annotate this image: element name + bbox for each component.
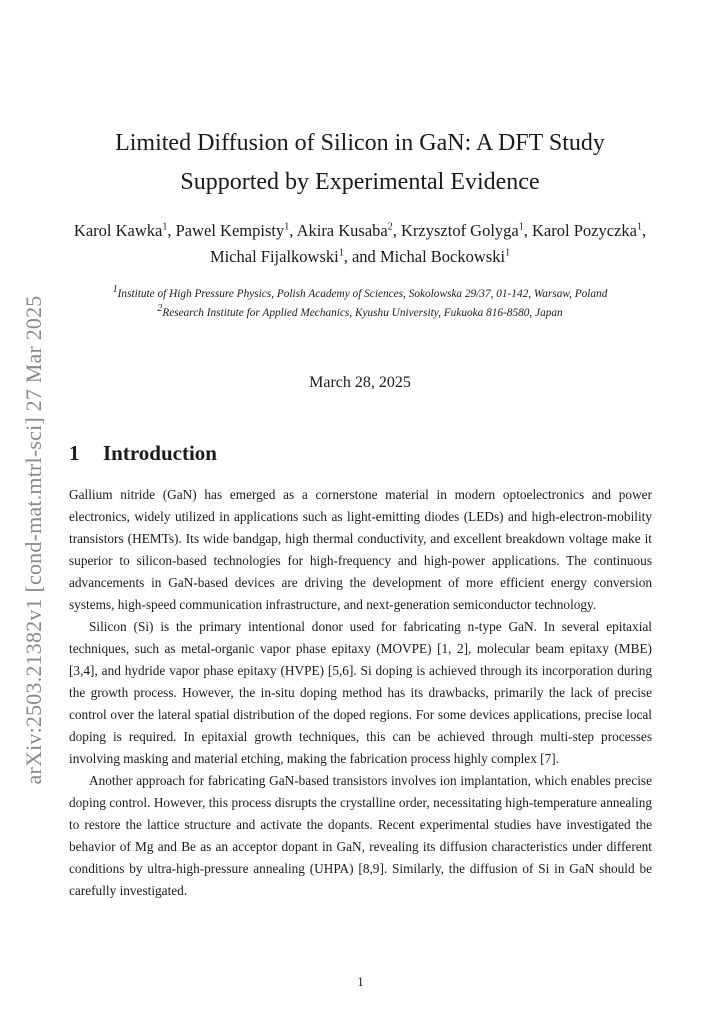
author-separator: ,	[289, 221, 297, 240]
author-separator: ,	[523, 221, 533, 240]
author-affiliation-marker: 1	[162, 221, 168, 233]
section-heading	[69, 441, 217, 466]
author	[532, 221, 646, 240]
author-separator: ,	[641, 221, 647, 240]
author-separator: ,	[392, 221, 401, 240]
author-affiliation-marker: 1	[505, 247, 511, 259]
paper-title	[70, 124, 650, 202]
affiliation-marker: 2	[157, 302, 163, 314]
affiliation-text: Research Institute for Applied Mechanics, Kyushu University, Fukuoka 816-8580, Japan	[162, 306, 563, 319]
author	[176, 221, 297, 240]
author	[210, 247, 380, 266]
affiliation	[80, 285, 640, 304]
author	[297, 221, 401, 240]
affiliation-list	[80, 285, 640, 322]
author-name: Michal Bockowski	[379, 247, 506, 266]
affiliation	[80, 304, 640, 323]
arxiv-identifier-stamp: arXiv:2503.21382v1 [cond-mat.mtrl-sci] 27 Mar 2025	[21, 295, 46, 785]
section-number: 1	[69, 441, 80, 465]
author-affiliation-marker: 2	[387, 221, 393, 233]
paragraph: Silicon (Si) is the primary intentional donor used for fabricating n-type GaN. In several epitaxial techniques, such as metal-organic vapor phase epitaxy (MOVPE) [1, 2], molecular beam epitaxy (MBE) [3,4], and hydride vapor phase epitaxy (HVPE) [5,6]. Si doping is achieved through its incorporation during the growth process. However, the in-situ doping method has its drawbacks, primarily the lack of precise control over the lateral spatial distribution of the doped regions. For some devices applications, precise local doping is required. In epitaxial growth techniques, this can be achieved through multi-step processes involving masking and material etching, making the fabrication process highly complex [7].	[69, 619, 652, 766]
author-affiliation-marker: 1	[636, 221, 642, 233]
author	[401, 221, 532, 240]
author	[380, 247, 510, 266]
author-name: Krzysztof Golyga	[401, 221, 519, 240]
affiliation-marker: 1	[112, 284, 118, 296]
author	[74, 221, 176, 240]
body-text	[69, 484, 652, 902]
author-name: Akira Kusaba	[296, 221, 388, 240]
publication-date: March 28, 2025	[309, 374, 411, 391]
author-name: Karol Pozyczka	[532, 221, 637, 240]
title-line-2: Supported by Experimental Evidence	[180, 169, 540, 195]
title-line-1: Limited Diffusion of Silicon in GaN: A DFT Study	[115, 130, 605, 156]
author-affiliation-marker: 1	[518, 221, 524, 233]
section-title: Introduction	[103, 441, 217, 465]
paragraph: Another approach for fabricating GaN-based transistors involves ion implantation, which enables precise doping control. However, this process disrupts the crystalline order, necessitating high-temperature annealing to restore the lattice structure and activate the dopants. Recent experimental studies have investigated the behavior of Mg and Be as an acceptor dopant in GaN, revealing its diffusion characteristics under different conditions by ultra-high-pressure annealing (UHPA) [8,9]. Similarly, the diffusion of Si in GaN should be carefully investigated.	[69, 773, 652, 898]
paragraph: Gallium nitride (GaN) has emerged as a cornerstone material in modern optoelectronics and power electronics, widely utilized in applications such as light-emitting diodes (LEDs) and high-electron-mobility transistors (HEMTs). Its wide bandgap, high thermal conductivity, and excellent breakdown voltage make it superior to silicon-based technologies for high-frequency and high-power applications. The continuous advancements in GaN-based devices are driving the development of more efficient energy conversion systems, high-speed communication infrastructure, and next-generation semiconductor technology.	[69, 487, 652, 612]
author-separator: ,	[167, 221, 176, 240]
author-name: Pawel Kempisty	[175, 221, 285, 240]
author-affiliation-marker: 1	[284, 221, 290, 233]
author-name: Karol Kawka	[73, 221, 163, 240]
affiliation-text: Institute of High Pressure Physics, Polish Academy of Sciences, Sokolowska 29/37, 01-142, Warsaw, Poland	[117, 288, 608, 300]
author-separator: , and	[343, 247, 380, 266]
page-number: 1	[357, 974, 364, 989]
author-affiliation-marker: 1	[338, 247, 344, 259]
author-name: Michal Fijalkowski	[209, 247, 339, 266]
author-list	[70, 218, 650, 270]
